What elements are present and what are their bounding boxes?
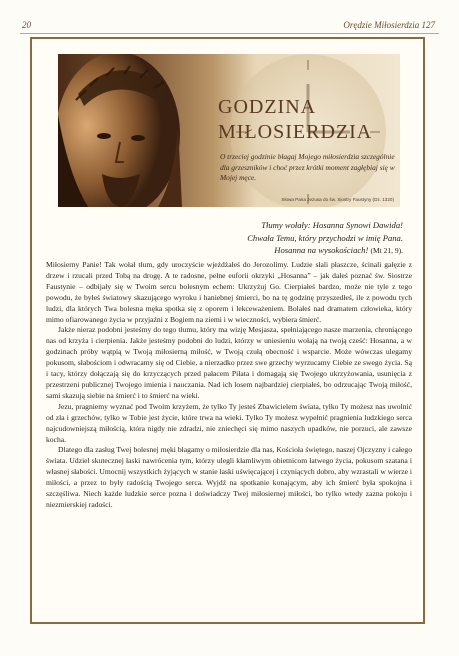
article-body (46, 260, 412, 511)
banner-title-line1: GODZINA (218, 96, 317, 118)
verse-line1: Tłumy wołały: Hosanna Synowi Dawida! (261, 220, 403, 230)
paragraph-4: Dlatego dla zasług Twej bolesnej męki błagamy o miłosierdzie dla nas, Kościoła świętego, naszej Ojczyzny i całego świata. Udziel skutecznej łaski nawrócenia tym, którzy ulegli kłamliwym obietnicom łatwego życia, pokusom szatana i własnej słabości. Umocnij wszystkich żyjących w stanie łaski uświęcającej i czyniących dobro, aby wzrastali w wierze i miłości, a przez to były radością Twojego serca. Wyjdź na spotkanie konającym, aby ich śmierć była spokojna i szczęśliwa. Niech każde ludzkie serce pozna i doświadczy Twej miłosiernej miłości, bo tylko wtedy zazna pokoju i niezmierskiej radości. (46, 445, 412, 509)
banner-quote: O trzeciej godzinie błagaj Mojego miłosierdzia szczególnie dla grzeszników i choć przez krótki moment zagłębiaj się w Mojej męce. (220, 152, 395, 182)
running-title: Orędzie Miłosierdzia 127 (343, 20, 435, 30)
header-rule (20, 33, 439, 34)
content-frame (30, 37, 425, 624)
verse-line2: Chwała Temu, który przychodzi w imię Pana. (247, 232, 403, 243)
banner (58, 54, 400, 207)
paragraph-2: Jakże nieraz podobni jesteśmy do tego tłumu, który ma wizję Mesjasza, spełniającego nasze marzenia, chroniącego nas od krzyża i cierpienia. Jakże jesteśmy podobni do ludzi, którzy w uniesieniu wołają na twoją cześć: Hosanna, a w godzinach próby wątpią w Twoją miłosierną miłość, w Twoją czułą obecność i wsparcie. Może wówczas ulegamy pokusom, słabościom i odwracamy się od Ciebie, a nierzadko przez swe grzechy wyrzucamy Ciebie ze swego życia. Są i tacy, którzy dołączają się do krzyczących przed pałacem Piłata i domagają się Twojego ukrzyżowania, usunięcia z przestrzeni publicznej Twojego imienia i nauczania. Nad ich losem najbardziej cierpiałeś, bo odrzucając Twoją miłość, sami skazują siebie na śmierć i to śmierć na wieki. (46, 325, 412, 400)
verse-line3-wrap (123, 244, 403, 258)
banner-title-line2: MIŁOSIERDZIA (218, 121, 373, 143)
verse-line3: Hosanna na wysokościach! (274, 245, 369, 255)
paragraph-1: Miłosierny Panie! Tak wołał tłum, gdy uroczyście wjeżdżałeś do Jerozolimy. Ludzie słali płaszcze, ścinali gałęzie z drzew i rzucali przed Tobą na drogę. A te radosne, pełne euforii okrzyki „Hosanna” – jak dałeś poznać św. Siostrze Faustynie – odbijały się w Twoim sercu bolesnym echem: Ukrzyżuj Go. Cierpiałeś bardzo, może nie tyle z tego powodu, że byłeś światowy skazującego wyroku i haniebnej śmierci, bo na tę godzinę przyszedłeś, ile z powodu tych ludzi, dla których Twa bolesna męka spotka się z oporem i lekceważeniem. Bolałeś nad dramatem człowieka, który mimo ofiarowanego życia w przyjaźni z Bogiem na ziemi i w wieczności, wybiera śmierć. (46, 260, 412, 324)
page-header (0, 6, 459, 28)
verse-reference: (Mt 21, 9). (370, 246, 403, 255)
scripture-verses (123, 219, 403, 258)
paragraph-3: Jezu, pragniemy wyznać pod Twoim krzyżem, że tylko Ty jesteś Zbawicielem świata, tylko Ty możesz nas uwolnić od zła i grzechów, tylko w Tobie jest życie, które trwa na wieki. Tylko Ty możesz wypełnić pragnienia ludzkiego serca najcudowniejszą miłością, która nigdy nie zdradzi, nie zniechęci się mimo naszych upadków, nie porzuci, ale zawsze kocha. (46, 401, 412, 444)
banner-source: Słowa Pana Jezusa do św. Siostry Faustyny (Dz. 1320) (281, 197, 394, 202)
page-number: 20 (22, 20, 31, 30)
